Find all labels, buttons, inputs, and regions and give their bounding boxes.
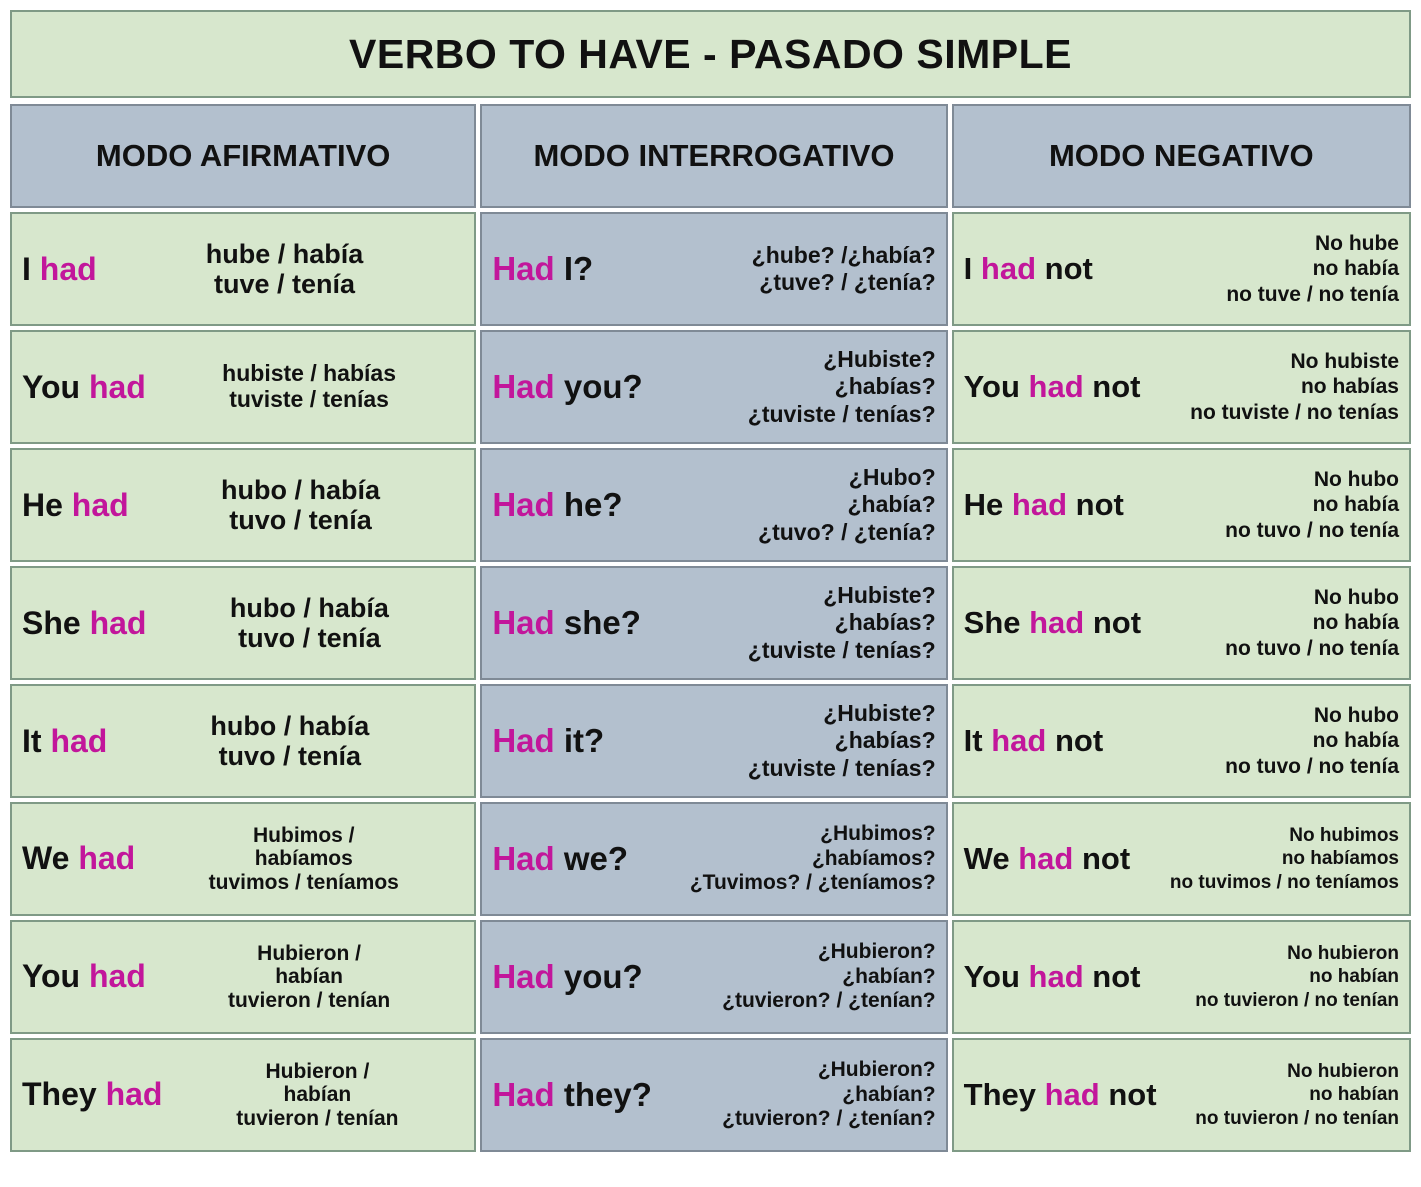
pronoun: she?	[563, 604, 641, 641]
verb-had: had	[39, 250, 97, 287]
table-row	[10, 566, 1411, 680]
table-header-row	[10, 104, 1411, 208]
verb-had: had	[1028, 958, 1084, 994]
affirmative-translation: hubiste / habías tuviste / tenías	[222, 360, 396, 412]
verb-had: had	[980, 250, 1037, 286]
verb-had: Had	[492, 368, 555, 405]
verb-had: Had	[492, 722, 555, 759]
verb-had: had	[88, 958, 146, 995]
interrogative-translation: ¿hube? /¿había? ¿tuve? / ¿tenía?	[751, 241, 936, 295]
negative-cell	[952, 1038, 1411, 1152]
verb-had: had	[50, 722, 108, 759]
affirmative-phrase	[22, 1076, 162, 1113]
negative-cell	[952, 566, 1411, 680]
conjugation-table	[10, 104, 1411, 1152]
negative-cell	[952, 448, 1411, 562]
negative-cell	[952, 212, 1411, 326]
pronoun: you?	[563, 957, 643, 995]
table-row	[10, 448, 1411, 562]
interrogative-translation: ¿Hubimos? ¿habíamos? ¿Tuvimos? / ¿teníamos?	[689, 821, 936, 895]
column-header-interrogative-label: MODO INTERROGATIVO	[533, 138, 895, 173]
affirmative-translation: hubo / había tuvo / tenía	[210, 710, 370, 771]
affirmative-cell	[10, 566, 476, 680]
interrogative-translation: ¿Hubiste? ¿habías? ¿tuviste / tenías?	[747, 700, 936, 781]
affirmative-phrase	[22, 487, 129, 524]
verb-had: had	[1029, 604, 1085, 640]
interrogative-cell	[480, 802, 947, 916]
affirmative-translation: Hubieron / habían tuvieron / tenían	[227, 941, 391, 1012]
affirmative-phrase	[22, 723, 107, 760]
verb-had: Had	[492, 839, 555, 877]
pronoun: I?	[563, 250, 594, 287]
affirmative-translation: hubo / había tuvo / tenía	[229, 592, 389, 653]
affirmative-cell	[10, 212, 476, 326]
negative-cell	[952, 920, 1411, 1034]
pronoun: you?	[563, 368, 643, 405]
verb-had: had	[1044, 1076, 1100, 1112]
affirmative-translation: Hubieron / habían tuvieron / tenían	[236, 1059, 399, 1130]
negative-translation: No hubo no había no tuvo / no tenía	[1225, 467, 1399, 542]
verb-had: had	[71, 486, 129, 523]
pronoun: She	[963, 604, 1021, 640]
negative-translation: No hube no había no tuve / no tenía	[1226, 231, 1399, 306]
pronoun: You	[22, 368, 81, 405]
interrogative-phrase	[492, 1076, 652, 1114]
interrogative-phrase	[492, 368, 642, 406]
pronoun: it?	[563, 722, 605, 759]
pronoun: He	[22, 486, 63, 523]
pronoun: They	[963, 1076, 1036, 1112]
interrogative-phrase	[492, 604, 641, 642]
pronoun: It	[22, 722, 42, 759]
verb-had: Had	[492, 957, 555, 995]
affirmative-phrase	[22, 840, 135, 877]
negation: not	[1108, 1076, 1157, 1112]
pronoun: You	[22, 958, 81, 995]
affirmative-cell	[10, 448, 476, 562]
interrogative-cell	[480, 448, 947, 562]
negative-phrase	[964, 841, 1131, 877]
negative-translation: No hubimos no habíamos no tuvimos / no teníamos	[1169, 825, 1399, 893]
verb-had: Had	[492, 604, 555, 641]
interrogative-phrase	[492, 840, 628, 878]
verb-had: had	[1011, 486, 1068, 522]
pronoun: he?	[563, 486, 623, 523]
interrogative-cell	[480, 1038, 947, 1152]
pronoun: You	[963, 368, 1020, 404]
pronoun: He	[963, 486, 1004, 522]
verb-had: had	[78, 840, 136, 877]
column-header-affirmative	[10, 104, 476, 208]
column-header-negative	[952, 104, 1411, 208]
negation: not	[1081, 840, 1131, 876]
table-row	[10, 684, 1411, 798]
affirmative-cell	[10, 802, 476, 916]
negative-translation: No hubieron no habían no tuvieron / no tenían	[1195, 943, 1399, 1011]
interrogative-phrase	[492, 722, 604, 760]
pronoun: It	[963, 722, 983, 758]
column-header-affirmative-label: MODO AFIRMATIVO	[95, 138, 391, 173]
pronoun: We	[963, 840, 1010, 876]
negation: not	[1075, 486, 1124, 522]
interrogative-cell	[480, 566, 947, 680]
column-header-negative-label: MODO NEGATIVO	[1048, 138, 1314, 173]
interrogative-phrase	[492, 958, 642, 996]
verb-had: had	[1028, 368, 1084, 404]
negative-phrase	[964, 959, 1141, 995]
verb-had: had	[89, 604, 147, 641]
pronoun: They	[22, 1076, 97, 1113]
table-row	[10, 920, 1411, 1034]
interrogative-cell	[480, 212, 947, 326]
affirmative-cell	[10, 330, 476, 444]
negative-translation: No hubo no había no tuvo / no tenía	[1225, 703, 1399, 778]
page-title: VERBO TO HAVE - PASADO SIMPLE	[349, 30, 1072, 77]
affirmative-phrase	[22, 958, 146, 995]
pronoun: We	[22, 840, 70, 877]
affirmative-phrase	[22, 605, 146, 642]
interrogative-phrase	[492, 486, 622, 524]
interrogative-cell	[480, 684, 947, 798]
interrogative-cell	[480, 330, 947, 444]
negative-phrase	[964, 605, 1141, 641]
pronoun: I	[22, 250, 31, 287]
affirmative-cell	[10, 684, 476, 798]
column-header-interrogative	[480, 104, 947, 208]
affirmative-translation: hube / había tuve / tenía	[205, 238, 364, 299]
negation: not	[1092, 958, 1141, 994]
pronoun: She	[22, 604, 81, 641]
pronoun: we?	[563, 839, 629, 877]
affirmative-cell	[10, 920, 476, 1034]
negative-phrase	[964, 487, 1124, 523]
interrogative-translation: ¿Hubo? ¿había? ¿tuvo? / ¿tenía?	[758, 464, 936, 545]
negative-phrase	[964, 369, 1141, 405]
negative-phrase	[964, 723, 1104, 759]
pronoun: they?	[563, 1075, 652, 1113]
interrogative-translation: ¿Hubiste? ¿habías? ¿tuviste / tenías?	[747, 346, 936, 427]
negative-cell	[952, 684, 1411, 798]
verb-had: Had	[492, 1075, 555, 1113]
table-row	[10, 330, 1411, 444]
pronoun: You	[963, 958, 1020, 994]
negation: not	[1092, 368, 1141, 404]
table-row	[10, 802, 1411, 916]
table-row	[10, 212, 1411, 326]
verb-had: had	[1018, 840, 1074, 876]
interrogative-phrase	[492, 250, 593, 288]
verb-had: Had	[492, 250, 555, 287]
negation: not	[1092, 604, 1142, 640]
interrogative-cell	[480, 920, 947, 1034]
negative-cell	[952, 330, 1411, 444]
table-row	[10, 1038, 1411, 1152]
pronoun: I	[963, 250, 973, 286]
negative-translation: No hubieron no habían no tuvieron / no tenían	[1195, 1061, 1399, 1129]
verb-had: had	[991, 722, 1047, 758]
negation: not	[1044, 250, 1093, 286]
affirmative-translation: hubo / había tuvo / tenía	[221, 474, 380, 535]
negative-translation: No hubo no había no tuvo / no tenía	[1225, 585, 1399, 660]
affirmative-translation: Hubimos / habíamos tuvimos / teníamos	[208, 823, 399, 894]
verb-had: had	[105, 1076, 163, 1113]
interrogative-translation: ¿Hubieron? ¿habían? ¿tuvieron? / ¿tenían?	[722, 939, 936, 1013]
negative-phrase	[964, 251, 1093, 287]
affirmative-cell	[10, 1038, 476, 1152]
affirmative-phrase	[22, 251, 97, 288]
verb-had: had	[88, 368, 146, 405]
negative-translation: No hubiste no habías no tuviste / no tenías	[1190, 349, 1399, 424]
interrogative-translation: ¿Hubiste? ¿habías? ¿tuviste / tenías?	[747, 582, 936, 663]
negation: not	[1054, 722, 1104, 758]
sheet-title-bar	[10, 10, 1411, 98]
negative-cell	[952, 802, 1411, 916]
negative-phrase	[964, 1077, 1157, 1113]
verb-had: Had	[492, 486, 555, 523]
affirmative-phrase	[22, 369, 146, 406]
interrogative-translation: ¿Hubieron? ¿habían? ¿tuvieron? / ¿tenían?	[722, 1057, 936, 1131]
